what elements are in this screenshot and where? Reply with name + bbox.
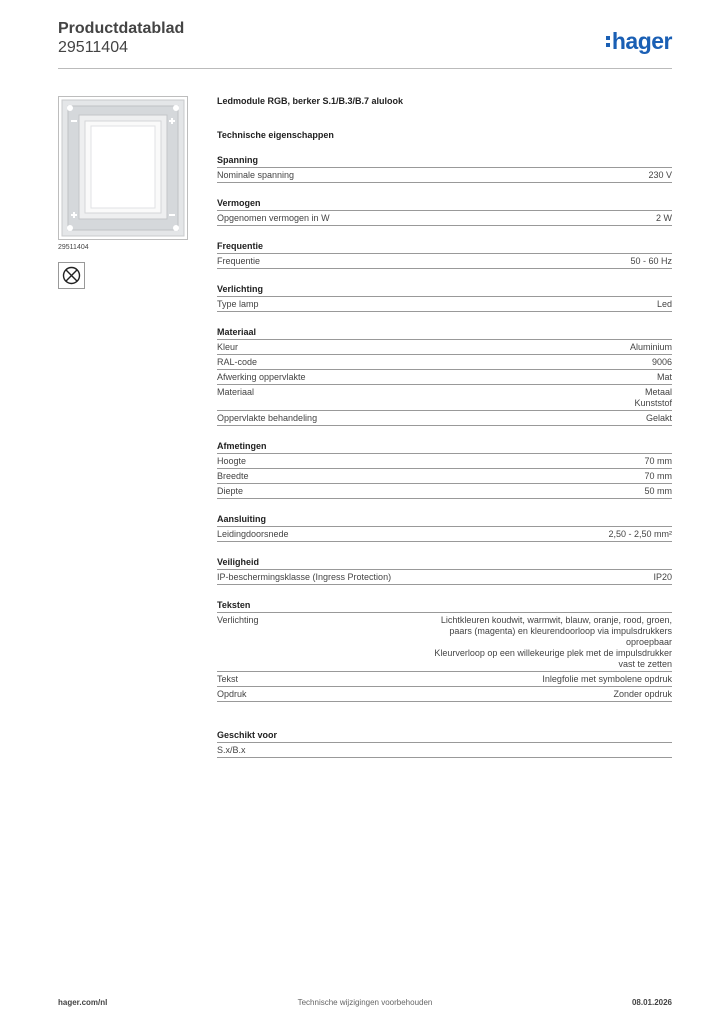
spec-value: Zonder opdruk [613, 689, 672, 699]
spec-row [217, 570, 672, 585]
spec-label: Type lamp [217, 299, 259, 309]
spec-group-title: Aansluiting [217, 514, 672, 527]
spec-label: Opdruk [217, 689, 247, 699]
spec-group-title: Frequentie [217, 241, 672, 254]
spec-value: 70 mm [644, 471, 672, 481]
document-title: Productdatablad [58, 20, 185, 37]
spec-row [217, 484, 672, 499]
hager-logo [606, 28, 672, 55]
logo-text: hager [611, 28, 672, 54]
spec-group [217, 155, 672, 183]
spec-label: IP-beschermingsklasse (Ingress Protection) [217, 572, 392, 582]
lamp-symbol-icon [58, 262, 85, 289]
spec-label: Tekst [217, 674, 239, 684]
spec-label: Kleur [217, 342, 239, 352]
spec-value: Lichtkleuren koudwit, warmwit, blauw, oranje, rood, groen, paars (magenta) en kleurendoorloop via impulsdrukkers oproepbaar Kleurverloop op een willekeurige plek met de impulsdrukker vast te zetten [434, 615, 672, 669]
spec-row [217, 168, 672, 183]
spec-label: Opgenomen vermogen in W [217, 213, 330, 223]
spec-group [217, 441, 672, 499]
spec-group-title: Geschikt voor [217, 730, 672, 743]
spec-label: Leidingdoorsnede [217, 529, 289, 539]
spec-value: Inlegfolie met symbolene opdruk [542, 674, 672, 684]
spec-group [217, 241, 672, 269]
spec-label: Frequentie [217, 256, 261, 266]
footer-date: 08.01.2026 [631, 998, 672, 1007]
spec-label: S.x/B.x [217, 745, 246, 755]
spec-row [217, 211, 672, 226]
spec-row [217, 613, 672, 672]
footer-website-link[interactable]: hager.com/nl [58, 998, 108, 1007]
spec-value: Led [656, 299, 672, 309]
spec-value: 230 V [648, 170, 672, 180]
spec-label: Materiaal [217, 387, 255, 397]
product-image [58, 96, 188, 240]
spec-label: Afwerking oppervlakte [217, 372, 306, 382]
spec-label: Breedte [217, 471, 249, 481]
spec-label: RAL-code [217, 357, 258, 367]
product-description: Ledmodule RGB, berker S.1/B.3/B.7 alulook [217, 96, 404, 106]
spec-group [217, 600, 672, 702]
spec-group-title: Spanning [217, 155, 672, 168]
spec-row [217, 297, 672, 312]
spec-group [217, 198, 672, 226]
spec-value: Gelakt [645, 413, 672, 423]
spec-label: Diepte [217, 486, 244, 496]
page-header [58, 20, 672, 70]
spec-value: 2 W [655, 213, 672, 223]
spec-group [217, 327, 672, 426]
spec-label: Oppervlakte behandeling [217, 413, 318, 423]
spec-group-title: Veiligheid [217, 557, 672, 570]
spec-group-title: Vermogen [217, 198, 672, 211]
spec-row [217, 454, 672, 469]
product-number-caption: 29511404 [58, 244, 89, 251]
spec-row [217, 411, 672, 426]
spec-row [217, 254, 672, 269]
spec-group-title: Teksten [217, 600, 672, 613]
spec-value: 70 mm [644, 456, 672, 466]
spec-row [217, 687, 672, 702]
spec-group [217, 557, 672, 585]
spec-value: Metaal Kunststof [634, 387, 672, 408]
spec-group [217, 514, 672, 542]
specifications [217, 96, 672, 758]
spec-row [217, 340, 672, 355]
document-number: 29511404 [58, 39, 128, 56]
spec-label: Nominale spanning [217, 170, 295, 180]
spec-groups [217, 155, 672, 758]
spec-value: IP20 [653, 572, 672, 582]
spec-row [217, 672, 672, 687]
spec-label: Verlichting [217, 615, 259, 625]
spec-row [217, 743, 672, 758]
spec-group-title: Materiaal [217, 327, 672, 340]
spec-group-title: Verlichting [217, 284, 672, 297]
spec-row [217, 370, 672, 385]
spec-value: 9006 [651, 357, 672, 367]
spec-value: Aluminium [629, 342, 672, 352]
spec-row [217, 385, 672, 411]
spec-row [217, 355, 672, 370]
header-divider [58, 68, 672, 69]
spec-value: Mat [656, 372, 672, 382]
spec-value: 50 - 60 Hz [630, 256, 672, 266]
spec-value: 50 mm [644, 486, 672, 496]
spec-group-title: Afmetingen [217, 441, 672, 454]
spec-group [217, 284, 672, 312]
logo-dots-icon [606, 36, 610, 47]
spec-label: Hoogte [217, 456, 247, 466]
footer-disclaimer: Technische wijzigingen voorbehouden [297, 998, 433, 1007]
spec-row [217, 469, 672, 484]
page-footer [58, 998, 672, 1012]
spec-value: 2,50 - 2,50 mm² [608, 529, 672, 539]
spec-row [217, 527, 672, 542]
tech-properties-heading: Technische eigenschappen [217, 130, 334, 140]
spec-group [217, 730, 672, 758]
